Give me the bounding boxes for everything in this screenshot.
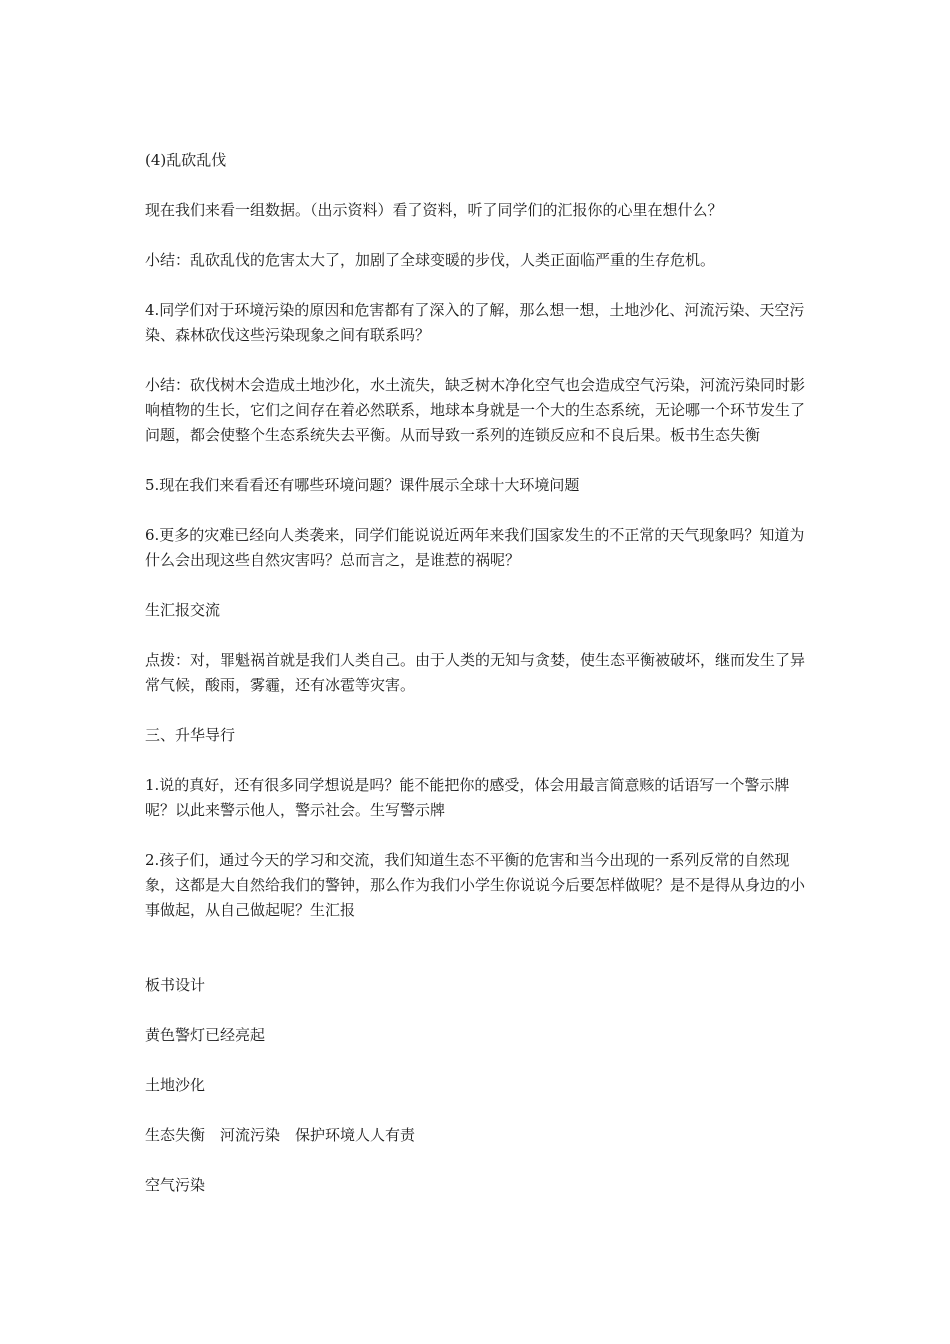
paragraph-data-intro: 现在我们来看一组数据。（出示资料）看了资料，听了同学们的汇报你的心里在想什么？: [145, 201, 723, 219]
board-design-heading: 板书设计: [145, 976, 206, 994]
board-line-imbalance: 生态失衡 河流污染 保护环境人人有责: [145, 1126, 416, 1144]
board-line-warning: 黄色警灯已经亮起: [145, 1026, 266, 1044]
paragraph-item-2: 2.孩子们，通过今天的学习和交流，我们知道生态不平衡的危害和当今出现的一系列反常的自然现象，这都是大自然给我们的警钟，那么作为我们小学生你说说今后要怎样做呢？是不是得从身边的小事做起，从自己做起呢？生汇报: [145, 851, 806, 919]
paragraph-item-1: 1.说的真好，还有很多同学想说是吗？能不能把你的感受，体会用最言简意赅的话语写一个警示牌呢？以此来警示他人，警示社会。生写警示牌: [145, 776, 790, 819]
section-heading-deforestation: (4)乱砍乱伐: [145, 151, 227, 169]
paragraph-question-4: 4.同学们对于环境污染的原因和危害都有了深入的了解，那么想一想，土地沙化、河流污染、天空污染、森林砍伐这些污染现象之间有联系吗？: [145, 301, 805, 344]
board-line-air-pollution: 空气污染: [145, 1176, 206, 1194]
paragraph-summary-deforestation: 小结：乱砍乱伐的危害太大了，加剧了全球变暖的步伐，人类正面临严重的生存危机。: [145, 251, 716, 269]
paragraph-question-5: 5.现在我们来看看还有哪些环境问题？课件展示全球十大环境问题: [145, 476, 580, 494]
section-heading-elevation: 三、升华导行: [145, 726, 236, 744]
paragraph-student-report: 生汇报交流: [145, 601, 221, 619]
document-page: [145, 148, 813, 1198]
paragraph-guidance: 点拨：对，罪魁祸首就是我们人类自己。由于人类的无知与贪婪，使生态平衡被破坏，继而发生了异常气候，酸雨，雾霾，还有冰雹等灾害。: [145, 651, 806, 694]
paragraph-question-6: 6.更多的灾难已经向人类袭来，同学们能说说近两年来我们国家发生的不正常的天气现象吗？知道为什么会出现这些自然灾害吗？总而言之，是谁惹的祸呢？: [145, 526, 805, 569]
paragraph-summary-ecosystem: 小结：砍伐树木会造成土地沙化，水土流失，缺乏树木净化空气也会造成空气污染，河流污染同时影响植物的生长，它们之间存在着必然联系，地球本身就是一个大的生态系统，无论哪一个环节发生了问题，都会使整个生态系统失去平衡。从而导致一系列的连锁反应和不良后果。板书生态失衡: [145, 376, 806, 444]
board-line-desertification: 土地沙化: [145, 1076, 206, 1094]
